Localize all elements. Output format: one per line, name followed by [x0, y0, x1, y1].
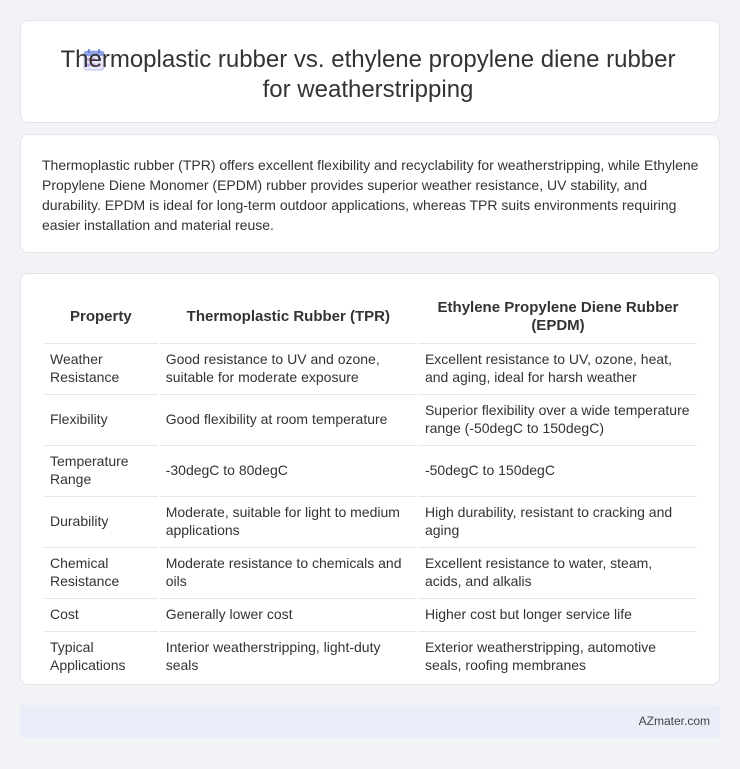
table-row	[44, 445, 697, 494]
table-row	[44, 394, 697, 443]
footer-brand: AZmater.com	[638, 714, 710, 728]
table-row	[44, 631, 697, 680]
row-tpr-value: Moderate resistance to chemicals and oils	[160, 547, 417, 596]
row-epdm-value: High durability, resistant to cracking and aging	[419, 496, 697, 545]
title-wrap	[21, 45, 719, 105]
comparison-table	[42, 291, 699, 682]
table-row	[44, 547, 697, 596]
table-row	[44, 598, 697, 629]
header-property: Property	[70, 308, 132, 325]
row-property: Typical Applications	[44, 631, 158, 680]
title-card	[20, 20, 720, 123]
table-row	[44, 496, 697, 545]
table-row	[44, 343, 697, 392]
row-epdm-value: Excellent resistance to water, steam, acids, and alkalis	[419, 547, 697, 596]
header-epdm: Ethylene Propylene Diene Rubber (EPDM)	[437, 299, 679, 334]
header-tpr: Thermoplastic Rubber (TPR)	[186, 308, 391, 325]
footer-bar	[20, 705, 720, 738]
intro-paragraph: Thermoplastic rubber (TPR) offers excellent flexibility and recyclability for weatherstripping, while Ethylene Propylene Diene Monomer (EPDM) rubber provides superior weather resistance, UV stability, and durability. EPDM is ideal for long-term outdoor applications, whereas TPR suits environments requiring easier installation and material reuse.	[42, 157, 699, 233]
row-tpr-value: Interior weatherstripping, light-duty seals	[160, 631, 417, 680]
row-tpr-value: Moderate, suitable for light to medium applications	[160, 496, 417, 545]
page-title: Thermoplastic rubber vs. ethylene propylene diene rubber for weatherstripping	[60, 46, 676, 103]
row-epdm-value: -50degC to 150degC	[419, 445, 697, 494]
row-tpr-value: Generally lower cost	[160, 598, 417, 629]
row-property: Temperature Range	[44, 445, 158, 494]
row-tpr-value: -30degC to 80degC	[160, 445, 417, 494]
row-property: Weather Resistance	[44, 343, 158, 392]
row-property: Durability	[44, 496, 158, 545]
row-tpr-value: Good flexibility at room temperature	[160, 394, 417, 443]
row-epdm-value: Exterior weatherstripping, automotive seals, roofing membranes	[419, 631, 697, 680]
row-tpr-value: Good resistance to UV and ozone, suitable for moderate exposure	[160, 343, 417, 392]
row-epdm-value: Superior flexibility over a wide temperature range (-50degC to 150degC)	[419, 394, 697, 443]
row-property: Flexibility	[44, 394, 158, 443]
intro-card	[20, 134, 720, 253]
comparison-card	[20, 273, 720, 685]
row-epdm-value: Excellent resistance to UV, ozone, heat, and aging, ideal for harsh weather	[419, 343, 697, 392]
row-property: Chemical Resistance	[44, 547, 158, 596]
row-epdm-value: Higher cost but longer service life	[419, 598, 697, 629]
row-property: Cost	[44, 598, 158, 629]
table-header-row	[44, 293, 697, 341]
